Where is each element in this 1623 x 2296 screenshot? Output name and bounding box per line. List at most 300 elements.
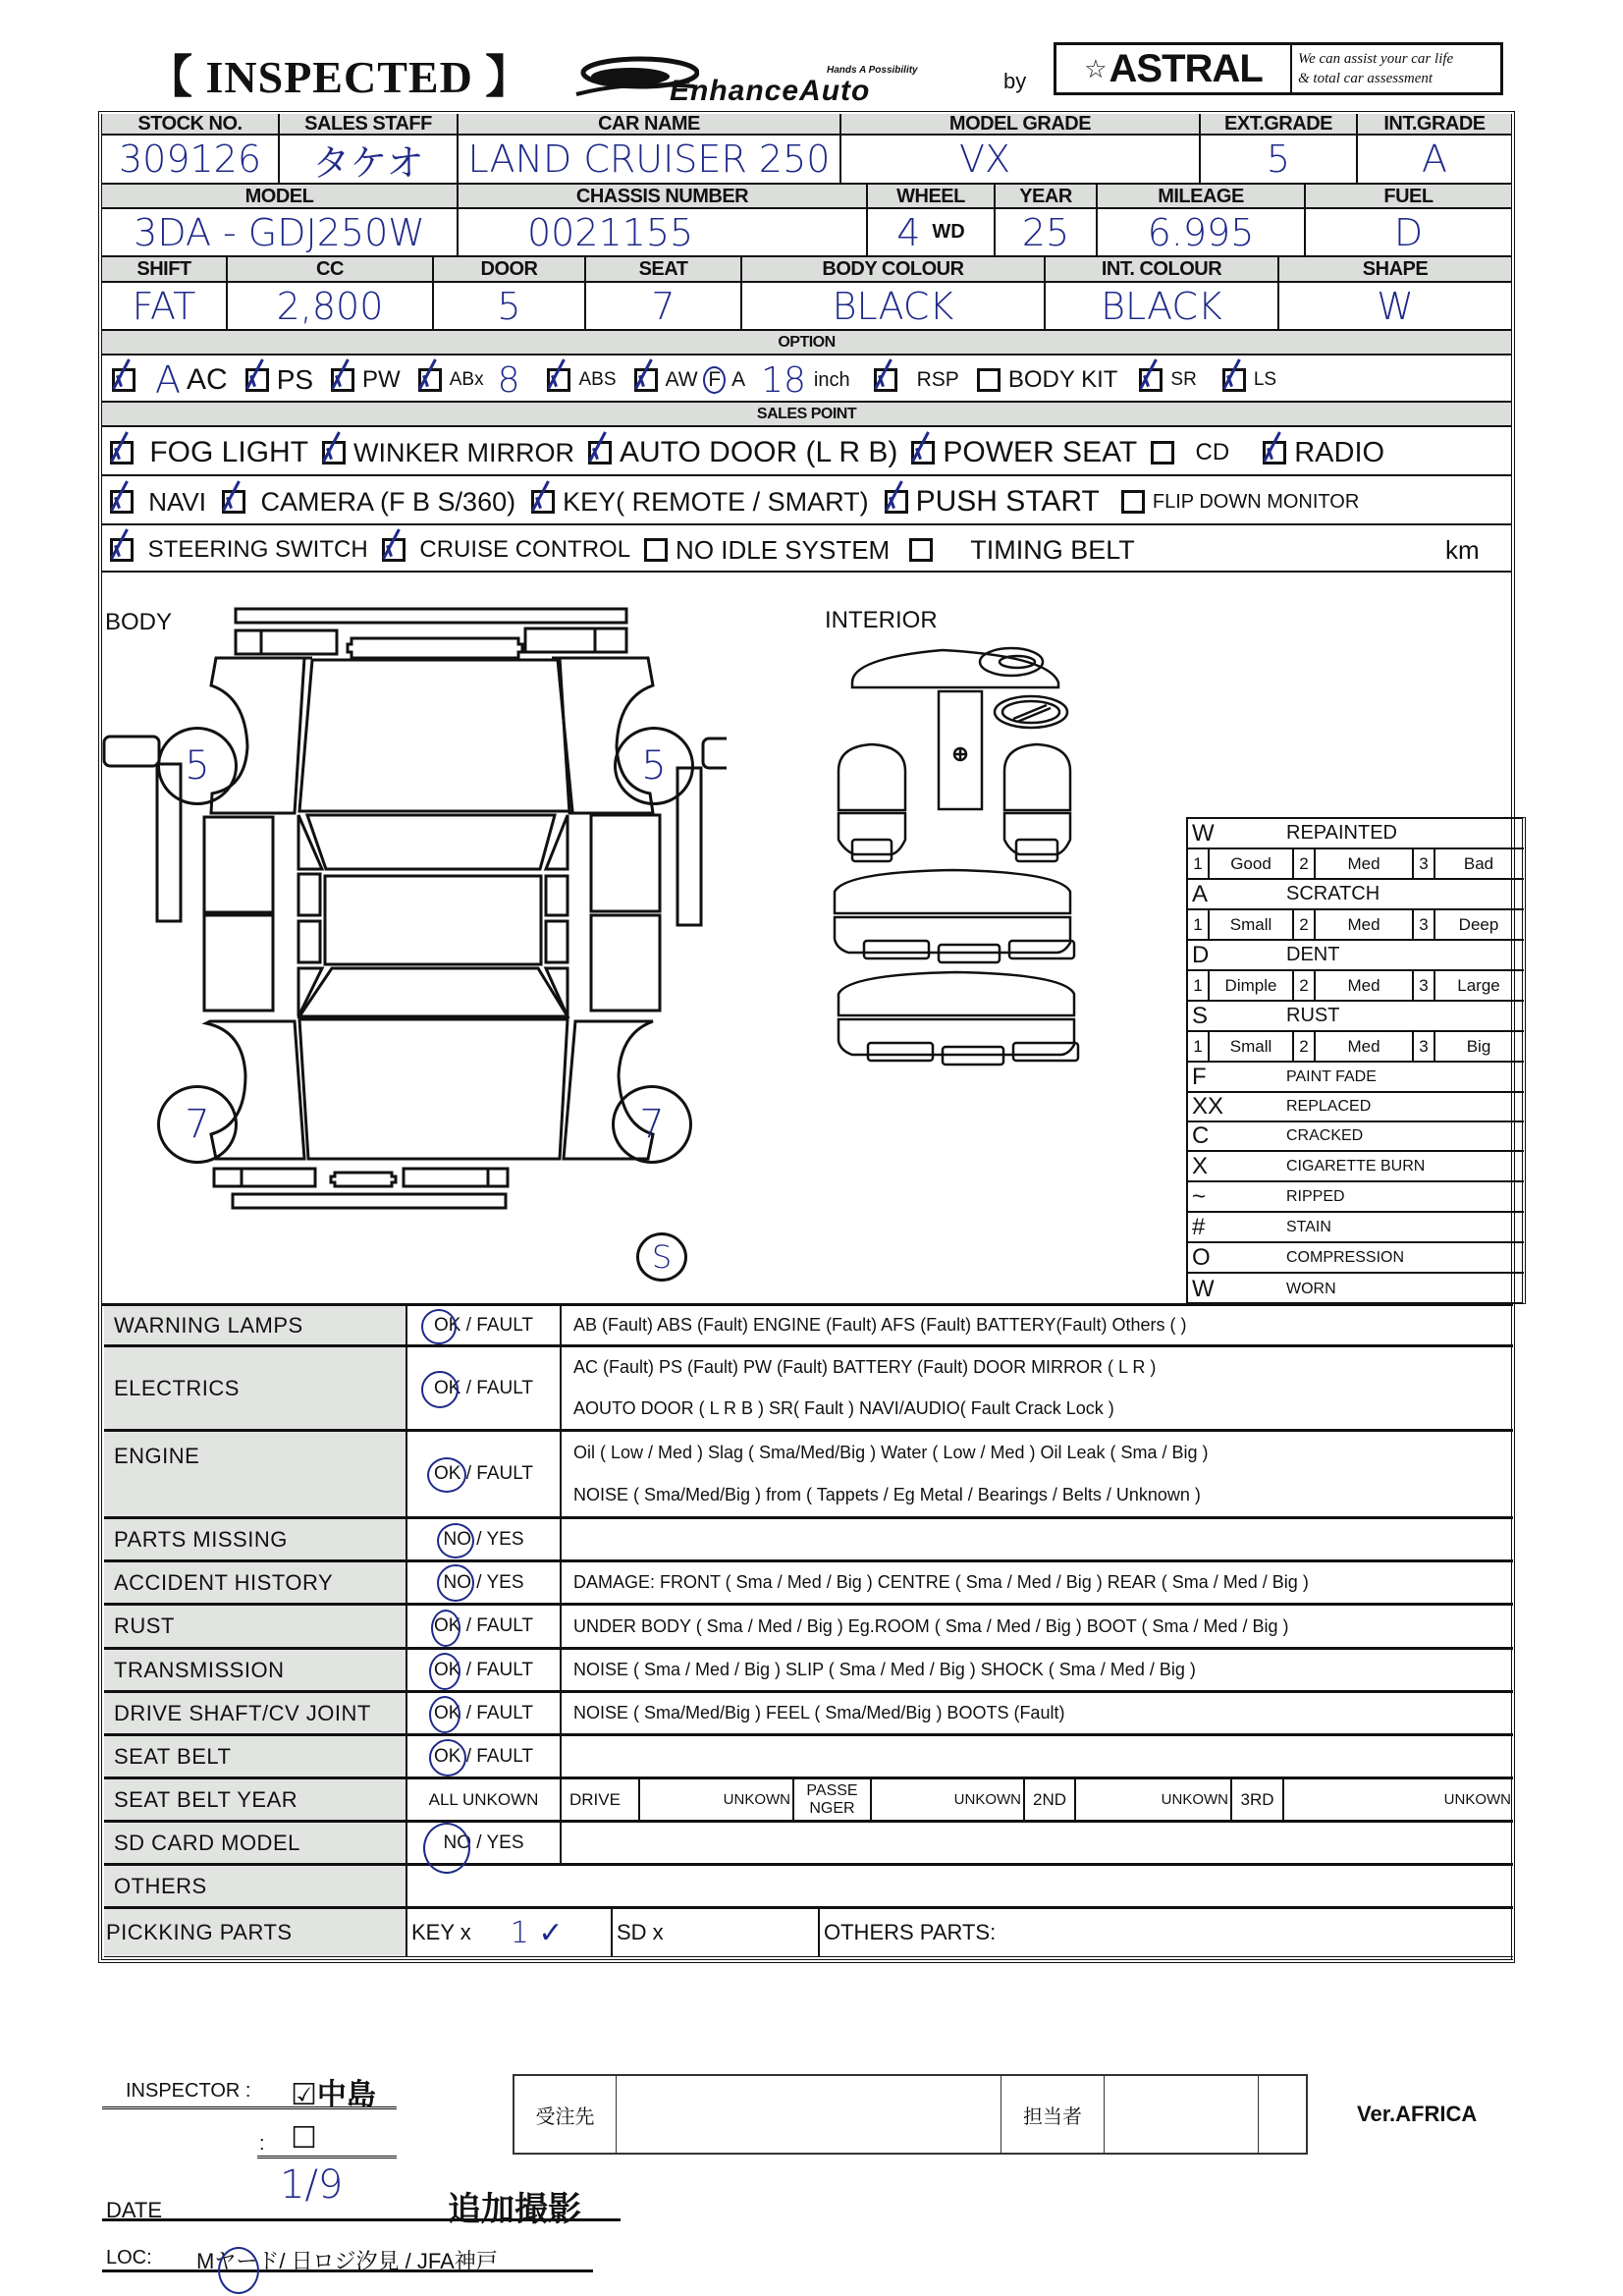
legend-rust-scale (1188, 1032, 1524, 1063)
option-ac[interactable] (112, 358, 228, 402)
tire-front-right[interactable]: 5 (614, 727, 694, 805)
inspector-label: INSPECTOR : (126, 2080, 251, 2102)
year-label: YEAR (996, 185, 1098, 209)
legend-compression (1188, 1243, 1524, 1274)
sr-checkbox[interactable] (1139, 368, 1163, 392)
row-picking-parts (104, 1909, 1513, 1960)
abx-note: 8 (497, 359, 520, 401)
scale-text: Med (1316, 910, 1414, 939)
legend-label: REPLACED (1286, 1098, 1372, 1115)
legend-code: D (1192, 941, 1210, 968)
car-name-field[interactable]: LAND CRUISER 250 (459, 136, 841, 185)
no-circled-icon (437, 1523, 474, 1558)
scale-num: 3 (1414, 849, 1435, 878)
sales-auto-door[interactable] (588, 436, 897, 469)
legend-rust (1188, 1002, 1524, 1032)
no-idle-system-label: NO IDLE SYSTEM (676, 534, 891, 565)
spare-tire[interactable]: S (636, 1232, 687, 1282)
abs-label: ABS (578, 369, 617, 390)
timing-belt-checkbox[interactable] (909, 538, 933, 562)
tire-front-left[interactable]: 5 (157, 727, 238, 805)
body-colour-field[interactable]: BLACK (742, 283, 1046, 331)
seat-field[interactable]: 7 (586, 283, 742, 331)
status-text: OK / FAULT (433, 1377, 533, 1398)
ls-label: LS (1253, 369, 1277, 390)
page-title: 【 INSPECTED 】 (147, 52, 532, 102)
seat-label: SEAT (586, 257, 742, 283)
passenger-label: PASSE NGER (794, 1779, 872, 1820)
legend-label: COMPRESSION (1286, 1248, 1405, 1266)
scale-num: 2 (1294, 1032, 1316, 1061)
abx-checkbox[interactable] (418, 368, 442, 392)
electrics-details (562, 1347, 1513, 1429)
status-text: OK / FAULT (433, 1659, 533, 1680)
detail-line: AOUTO DOOR ( L R B ) SR( Fault ) NAVI/AUDIO( Fault Crack Lock ) (573, 1397, 1114, 1418)
stamp-field[interactable] (1259, 2076, 1308, 2153)
cc-label: CC (228, 257, 434, 283)
ls-checkbox[interactable] (1222, 368, 1246, 392)
push-start-checkbox[interactable] (885, 490, 908, 514)
legend-code: XX (1192, 1093, 1224, 1120)
cc-field[interactable]: 2,800 (228, 283, 434, 331)
seat-belt-status[interactable] (407, 1736, 562, 1777)
scale-text: Large (1457, 975, 1500, 995)
electrics-status[interactable] (407, 1347, 562, 1429)
tire-rear-right[interactable]: 7 (612, 1085, 692, 1164)
row-electrics (104, 1347, 1513, 1432)
ac-note: A (155, 358, 181, 402)
shift-field[interactable]: FAT (102, 283, 228, 331)
stock-no-label: STOCK NO. (102, 114, 280, 136)
power-seat-label: POWER SEAT (943, 436, 1138, 468)
status-text: OK / FAULT (433, 1702, 533, 1723)
auto-door-label: AUTO DOOR (L R B) (620, 436, 898, 468)
accident-history-label: ACCIDENT HISTORY (104, 1562, 407, 1603)
body-label: BODY (105, 609, 173, 635)
drive-shaft-details (562, 1693, 1513, 1733)
cruise-control-checkbox[interactable] (382, 538, 406, 562)
scale-num: 2 (1294, 971, 1316, 1000)
legend-label: WORN (1286, 1280, 1336, 1297)
scale-text: Small (1210, 910, 1294, 939)
aw-unit: inch (813, 368, 850, 391)
body-kit-checkbox[interactable] (977, 368, 1001, 392)
wheel-value: 4 (896, 210, 921, 254)
ext-grade-field[interactable]: 5 (1201, 136, 1358, 185)
scale-text: Med (1316, 1032, 1414, 1061)
key-checkbox[interactable] (531, 490, 555, 514)
shape-label: SHAPE (1279, 257, 1511, 283)
scale-num: 2 (1294, 849, 1316, 878)
legend-label: CRACKED (1286, 1127, 1364, 1144)
transmission-details (562, 1650, 1513, 1690)
brand-tagline: Hands A Possibility (827, 65, 918, 76)
option-pw[interactable] (331, 366, 401, 394)
int-colour-field[interactable]: BLACK (1046, 283, 1279, 331)
legend-label: RUST (1286, 1005, 1340, 1026)
sales-navi[interactable] (110, 487, 206, 518)
version-label: Ver.AFRICA (1357, 2102, 1478, 2126)
sales-fog-light[interactable] (110, 436, 308, 469)
ok-circled-icon (427, 1457, 466, 1493)
int-grade-field[interactable]: A (1358, 136, 1511, 185)
mileage-label: MILEAGE (1098, 185, 1306, 209)
scale-num: 3 (1414, 1032, 1435, 1061)
legend-label: PAINT FADE (1286, 1068, 1377, 1085)
option-ls[interactable] (1222, 368, 1276, 392)
scale-text: Med (1316, 971, 1414, 1000)
key-label: KEY( REMOTE / SMART) (563, 486, 869, 517)
scale-text: Dimple (1210, 971, 1294, 1000)
shift-label: SHIFT (102, 257, 228, 283)
parts-missing-status[interactable] (407, 1519, 562, 1559)
model-field[interactable]: 3DA - GDJ250W (102, 209, 459, 257)
option-abs[interactable] (547, 368, 616, 392)
interior-diagram[interactable] (825, 629, 1119, 1237)
legend-stain (1188, 1213, 1524, 1243)
door-label: DOOR (434, 257, 586, 283)
body-kit-label: BODY KIT (1007, 366, 1118, 393)
scale-text: Bad (1463, 853, 1494, 873)
sales-winker-mirror[interactable] (322, 438, 574, 468)
picking-parts-label: PICKKING PARTS (104, 1909, 407, 1956)
navi-label: NAVI (148, 486, 206, 517)
aw-checkbox[interactable] (634, 368, 658, 392)
accident-history-details (562, 1562, 1513, 1603)
engine-label: ENGINE (104, 1432, 407, 1516)
wheel-field[interactable] (868, 209, 996, 257)
legend-label: DENT (1286, 944, 1340, 965)
seat-belt-year-all[interactable]: ALL UNKOWN (407, 1779, 562, 1820)
auto-door-checkbox[interactable] (588, 441, 612, 465)
key-count-cell[interactable] (407, 1909, 613, 1956)
radio-label: RADIO (1294, 436, 1385, 468)
stock-no-field[interactable]: 309126 (102, 136, 280, 185)
row-seat-belt (104, 1736, 1513, 1779)
third-row-value[interactable]: UNKOWN (1443, 1791, 1511, 1808)
fuel-field[interactable]: D (1306, 209, 1511, 257)
drive-value[interactable]: UNKOWN (640, 1779, 794, 1820)
pw-checkbox[interactable] (331, 368, 354, 392)
seat-belt-year-label: SEAT BELT YEAR (104, 1779, 407, 1820)
row-drive-shaft (104, 1693, 1513, 1736)
rsp-checkbox[interactable] (874, 368, 897, 392)
date-value[interactable]: 1/9 (280, 2162, 344, 2208)
scale-num: 1 (1188, 849, 1210, 878)
rust-label: RUST (104, 1606, 407, 1647)
legend-cracked (1188, 1122, 1524, 1152)
astral-wordmark: ASTRAL (1109, 46, 1263, 90)
sales-power-seat[interactable] (911, 436, 1137, 469)
date-label: DATE (106, 2198, 163, 2222)
transmission-status[interactable] (407, 1650, 562, 1690)
scale-text: Med (1316, 849, 1414, 878)
loc-label: LOC: (106, 2247, 152, 2269)
ok-circled-icon (421, 1371, 459, 1408)
sales-timing-belt[interactable] (909, 535, 1135, 566)
aw-suffix: A (731, 368, 746, 391)
sales-push-start[interactable] (885, 485, 1100, 519)
slogan-line-2: & total car assessment (1298, 71, 1434, 86)
status-text: NO / YES (443, 1528, 524, 1550)
ok-circled-icon (421, 1309, 457, 1344)
model-grade-label: MODEL GRADE (841, 114, 1201, 136)
steering-switch-label: STEERING SWITCH (147, 536, 368, 563)
seat-belt-label: SEAT BELT (104, 1736, 407, 1777)
aw-size: 18 (761, 359, 806, 401)
order-box (513, 2074, 1308, 2155)
legend-label: REPAINTED (1286, 822, 1397, 844)
legend-replaced (1188, 1093, 1524, 1122)
sd-count-cell[interactable]: SD x (613, 1909, 820, 1956)
sd-card-model-details (562, 1823, 1513, 1863)
tire-rear-left[interactable]: 7 (157, 1085, 238, 1164)
sd-card-model-label: SD CARD MODEL (104, 1823, 407, 1863)
scale-num: 1 (1188, 971, 1210, 1000)
sales-radio[interactable] (1263, 437, 1384, 469)
detail-line: NOISE ( Sma/Med/Big ) from ( Tappets / Eg Metal / Bearings / Belts / Unknown ) (573, 1485, 1201, 1504)
parts-missing-details (562, 1519, 1513, 1559)
winker-mirror-label: WINKER MIRROR (353, 437, 575, 467)
passenger-value[interactable]: UNKOWN (872, 1779, 1025, 1820)
body-panel-diagram[interactable] (98, 579, 727, 1306)
year-field[interactable]: 25 (996, 209, 1098, 257)
ps-label: PS (276, 364, 314, 395)
person-in-charge-field[interactable] (1105, 2076, 1259, 2153)
legend-repainted-scale (1188, 849, 1524, 880)
rust-status[interactable] (407, 1606, 562, 1647)
inspector-value[interactable]: ☑中島 (291, 2079, 376, 2111)
legend-code: C (1192, 1122, 1210, 1149)
sales-cd[interactable] (1151, 439, 1229, 466)
ps-checkbox[interactable] (245, 368, 269, 392)
model-label: MODEL (102, 185, 459, 209)
sales-staff-field[interactable]: タケオ (280, 136, 459, 185)
option-ps[interactable] (245, 364, 313, 396)
legend-code: O (1192, 1243, 1211, 1271)
legend-label: STAIN (1286, 1218, 1331, 1235)
legend-scratch (1188, 880, 1524, 910)
row-parts-missing (104, 1519, 1513, 1562)
legend-code: S (1192, 1002, 1209, 1029)
detail-line: NOISE ( Sma / Med / Big ) SLIP ( Sma / Med / Big ) SHOCK ( Sma / Med / Big ) (573, 1660, 1196, 1679)
order-from-field[interactable] (617, 2076, 1001, 2153)
legend-code: # (1192, 1213, 1206, 1240)
enhanceauto-logo (571, 51, 964, 106)
flip-down-monitor-checkbox[interactable] (1121, 490, 1145, 514)
legend-scratch-scale (1188, 910, 1524, 941)
scale-num: 3 (1414, 910, 1435, 939)
ac-label: AC (187, 363, 228, 396)
chassis-number-field[interactable]: 0021155 (459, 209, 868, 257)
ok-circled-icon (431, 1610, 460, 1647)
second-row-label: 2ND (1025, 1779, 1076, 1820)
legend-label: CIGARETTE BURN (1286, 1157, 1426, 1175)
warning-lamps-details (562, 1306, 1513, 1344)
interior-label: INTERIOR (825, 607, 938, 633)
slogan-line-1: We can assist your car life (1298, 51, 1454, 67)
no-circled-icon (437, 1564, 474, 1602)
detail-line: AB (Fault) ABS (Fault) ENGINE (Fault) AFS (Fault) BATTERY(Fault) Others ( ) (573, 1315, 1187, 1335)
row-warning-lamps (104, 1306, 1513, 1347)
wd-label: WD (932, 221, 965, 243)
abs-checkbox[interactable] (547, 368, 570, 392)
sales-cruise-control[interactable] (382, 536, 630, 564)
loc-circled-icon (218, 2247, 259, 2294)
model-grade-field[interactable]: VX (841, 136, 1201, 185)
legend-code: A (1192, 880, 1209, 907)
detail-line: AC (Fault) PS (Fault) PW (Fault) BATTERY (Fault) DOOR MIRROR ( L R ) (573, 1357, 1157, 1378)
status-text: OK / FAULT (433, 1615, 533, 1636)
radio-checkbox[interactable] (1263, 441, 1286, 465)
ok-circled-icon (429, 1696, 460, 1733)
inspector-2-checkbox[interactable]: ☐ (291, 2122, 317, 2155)
scale-text: Small (1210, 1032, 1294, 1061)
sales-key[interactable] (531, 487, 869, 518)
accident-history-status[interactable] (407, 1562, 562, 1603)
row-seat-belt-year (104, 1779, 1513, 1823)
parts-missing-label: PARTS MISSING (104, 1519, 407, 1559)
chassis-number-label: CHASSIS NUMBER (459, 185, 868, 209)
legend-dent (1188, 941, 1524, 971)
by-label: by (1003, 69, 1027, 93)
transmission-label: TRANSMISSION (104, 1650, 407, 1690)
body-colour-label: BODY COLOUR (742, 257, 1046, 283)
cd-label: CD (1195, 439, 1230, 465)
electrics-label: ELECTRICS (104, 1347, 407, 1429)
navi-checkbox[interactable] (110, 490, 134, 514)
status-text: OK / FAULT (433, 1314, 533, 1336)
status-text: NO / YES (443, 1571, 524, 1593)
status-text: NO / YES (443, 1831, 524, 1853)
legend-ripped (1188, 1182, 1524, 1213)
drive-label: DRIVE (562, 1779, 640, 1820)
cd-checkbox[interactable] (1151, 441, 1174, 465)
legend-code: W (1192, 819, 1215, 847)
row-sd-card-model (104, 1823, 1513, 1866)
option-sr[interactable] (1139, 368, 1196, 392)
power-seat-checkbox[interactable] (911, 441, 935, 465)
fog-light-checkbox[interactable] (110, 441, 134, 465)
drive-shaft-label: DRIVE SHAFT/CV JOINT (104, 1693, 407, 1733)
astral-logo-box (1054, 42, 1503, 95)
scale-text: Deep (1458, 914, 1499, 934)
no-idle-system-checkbox[interactable] (644, 538, 668, 562)
inspector-2-label: : (259, 2133, 265, 2155)
brand-name: EnhanceAuto (670, 75, 871, 107)
push-start-label: PUSH START (915, 485, 1100, 518)
seat-belt-details (562, 1736, 1513, 1777)
aw-choice-circled: F (703, 366, 726, 394)
row-rust (104, 1606, 1513, 1650)
sales-point-row-3-items (110, 531, 1153, 569)
row-accident-history (104, 1562, 1513, 1606)
sales-point-header: SALES POINT (102, 403, 1511, 427)
scale-text: Good (1210, 849, 1294, 878)
legend-code: W (1192, 1275, 1215, 1302)
fuel-label: FUEL (1306, 185, 1511, 209)
others-field[interactable] (407, 1866, 1513, 1906)
person-in-charge-label: 担当者 (1001, 2076, 1105, 2153)
astral-logo (1056, 45, 1292, 92)
rsp-label: RSP (916, 368, 959, 391)
engine-details (562, 1432, 1513, 1516)
status-text: OK / FAULT (433, 1463, 533, 1484)
legend-cigarette-burn (1188, 1152, 1524, 1182)
sales-flip-down-monitor[interactable] (1121, 490, 1359, 514)
flip-down-monitor-label: FLIP DOWN MONITOR (1152, 490, 1360, 513)
legend-repainted (1188, 819, 1524, 849)
scale-text: Big (1466, 1036, 1491, 1056)
int-colour-label: INT. COLOUR (1046, 257, 1279, 283)
option-body-kit[interactable] (977, 366, 1118, 394)
sales-point-row-1-items (110, 434, 1402, 471)
engine-status[interactable] (407, 1432, 562, 1516)
camera-checkbox[interactable] (222, 490, 245, 514)
winker-mirror-checkbox[interactable] (322, 441, 346, 465)
ok-circled-icon (429, 1653, 460, 1690)
inspector-2-line (257, 2131, 397, 2159)
wheel-label: WHEEL (868, 185, 996, 209)
sd-card-model-status[interactable] (407, 1823, 562, 1863)
door-field[interactable]: 5 (434, 283, 586, 331)
drive-shaft-status[interactable] (407, 1693, 562, 1733)
aw-label: AW (665, 368, 698, 391)
status-text: OK / FAULT (433, 1745, 533, 1767)
sales-no-idle-system[interactable] (644, 535, 890, 566)
ok-circled-icon (429, 1739, 466, 1777)
ac-checkbox[interactable] (112, 368, 135, 392)
mileage-field[interactable]: 6.995 (1098, 209, 1306, 257)
detail-line: UNDER BODY ( Sma / Med / Big ) Eg.ROOM ( Sma / Med / Big ) BOOT ( Sma / Med / Big ) (573, 1615, 1289, 1636)
order-from-label: 受注先 (514, 2076, 617, 2153)
sales-steering-switch[interactable] (110, 536, 368, 564)
rust-details (562, 1606, 1513, 1647)
shape-field[interactable]: W (1279, 283, 1511, 331)
others-parts-cell[interactable]: OTHERS PARTS: (824, 1920, 997, 1944)
legend-dent-scale (1188, 971, 1524, 1002)
legend-label: RIPPED (1286, 1187, 1345, 1205)
legend-label: SCRATCH (1286, 883, 1380, 904)
ext-grade-label: EXT.GRADE (1201, 114, 1358, 136)
option-header: OPTION (102, 331, 1511, 355)
row-transmission (104, 1650, 1513, 1693)
detail-line: NOISE ( Sma/Med/Big ) FEEL ( Sma/Med/Big ) BOOTS (Fault) (573, 1703, 1065, 1722)
car-name-label: CAR NAME (459, 114, 841, 136)
legend-code: F (1192, 1064, 1207, 1090)
option-aw[interactable] (634, 360, 850, 401)
sales-camera[interactable] (222, 487, 515, 518)
loc-options[interactable]: Mヤード/ 日ロジ汐見 / JFA神戸 (196, 2249, 498, 2273)
steering-switch-checkbox[interactable] (110, 538, 134, 562)
row-engine (104, 1432, 1513, 1519)
legend-code: ~ (1192, 1182, 1207, 1210)
legend-paint-fade (1188, 1064, 1524, 1093)
key-count-label: KEY x (411, 1920, 471, 1944)
scale-num: 1 (1188, 910, 1210, 939)
int-grade-label: INT.GRADE (1358, 114, 1511, 136)
second-row-value[interactable]: UNKOWN (1076, 1779, 1232, 1820)
others-label: OTHERS (104, 1866, 407, 1906)
option-abx[interactable] (418, 360, 520, 401)
option-rsp[interactable] (874, 368, 959, 392)
timing-belt-label: TIMING BELT (970, 534, 1135, 565)
warning-lamps-status[interactable] (407, 1306, 562, 1344)
abx-label: ABx (449, 369, 484, 390)
sr-label: SR (1170, 369, 1197, 390)
scale-num: 3 (1414, 971, 1435, 1000)
sales-staff-label: SALES STAFF (280, 114, 459, 136)
